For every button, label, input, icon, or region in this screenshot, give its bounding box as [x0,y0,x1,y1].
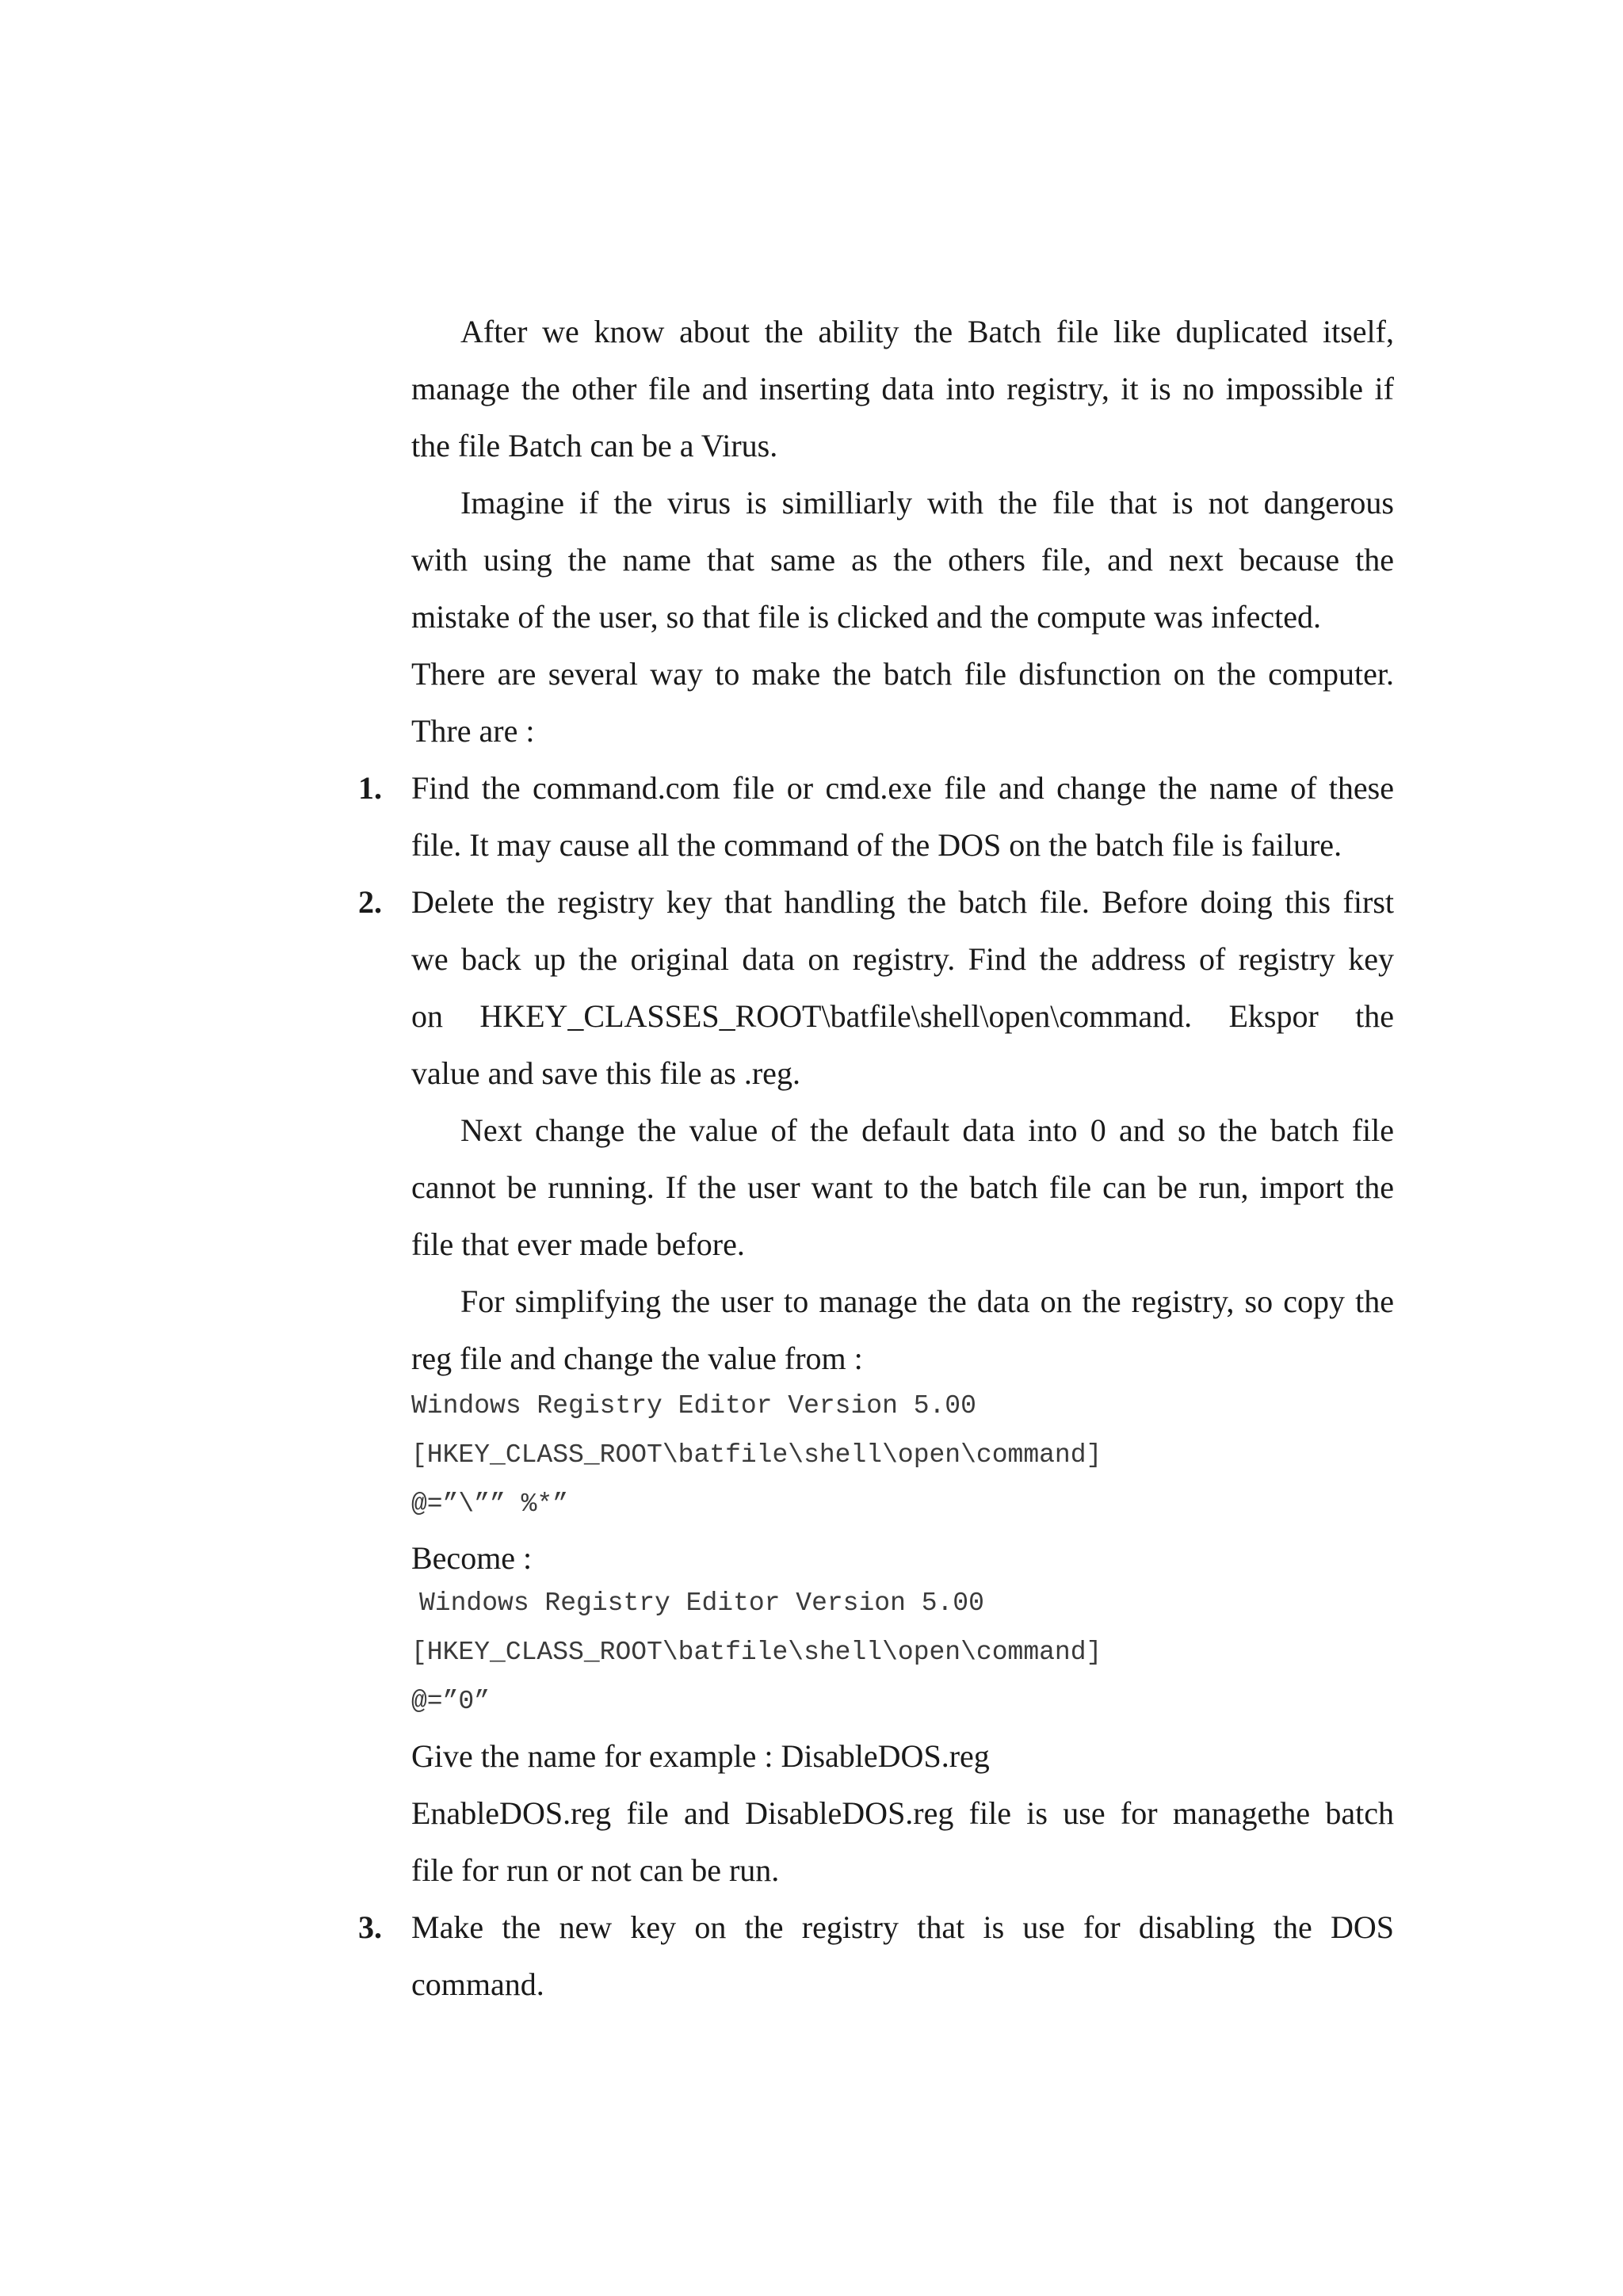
code-to-line-1: Windows Registry Editor Version 5.00 [419,1589,984,1618]
item2-line-1: Delete the registry key that handling the batch file. Before doing this first [411,884,1394,920]
imagine-line-4: There are several way to make the batch file disfunction on the computer. [411,656,1394,692]
next-line-2: cannot be running. If the user want to the batch file can be run, import the [411,1169,1394,1205]
imagine-line-2: with using the name that same as the others file, and next because the [411,542,1394,578]
code-to-line-3: @=”0” [411,1687,491,1716]
imagine-line-5: Thre are : [411,713,535,749]
code-from-line-2: [HKEY_CLASS_ROOT\batfile\shell\open\command] [411,1440,1102,1470]
intro-line-3: the file Batch can be a Virus. [411,428,778,463]
item2-line-4: value and save this file as .reg. [411,1055,800,1091]
enable-line-1: EnableDOS.reg file and DisableDOS.reg file is use for managethe batch [411,1795,1394,1831]
list-number-1: 1. [358,770,382,806]
code-from-line-1: Windows Registry Editor Version 5.00 [411,1391,976,1421]
code-from-line-3: @=”\”” %*” [411,1489,569,1519]
item3-line-2: command. [411,1966,544,2002]
enable-line-2: file for run or not can be run. [411,1852,780,1888]
item2-line-2: we back up the original data on registry. Find the address of registry key [411,941,1394,977]
intro-line-1: After we know about the ability the Batch file like duplicated itself, [460,314,1394,349]
item2-line-3: on HKEY_CLASSES_ROOT\batfile\shell\open\command. Ekspor the [411,998,1394,1034]
item1-line-1: Find the command.com file or cmd.exe file and change the name of these [411,770,1394,806]
code-to-line-2: [HKEY_CLASS_ROOT\batfile\shell\open\command] [411,1638,1102,1667]
item3-line-1: Make the new key on the registry that is use for disabling the DOS [411,1909,1394,1945]
imagine-line-3: mistake of the user, so that file is clicked and the compute was infected. [411,599,1322,635]
list-number-3: 3. [358,1909,382,1945]
give-name-line: Give the name for example : DisableDOS.reg [411,1738,990,1774]
intro-line-2: manage the other file and inserting data into registry, it is no impossible if [411,371,1394,406]
imagine-line-1: Imagine if the virus is similliarly with the file that is not dangerous [460,485,1394,521]
item1-line-2: file. It may cause all the command of the DOS on the batch file is failure. [411,827,1342,863]
simplify-line-1: For simplifying the user to manage the data on the registry, so copy the [460,1283,1394,1319]
next-line-3: file that ever made before. [411,1226,745,1262]
simplify-line-2: reg file and change the value from : [411,1341,863,1376]
next-line-1: Next change the value of the default data into 0 and so the batch file [460,1112,1394,1148]
become-label: Become : [411,1540,533,1576]
list-number-2: 2. [358,884,382,920]
